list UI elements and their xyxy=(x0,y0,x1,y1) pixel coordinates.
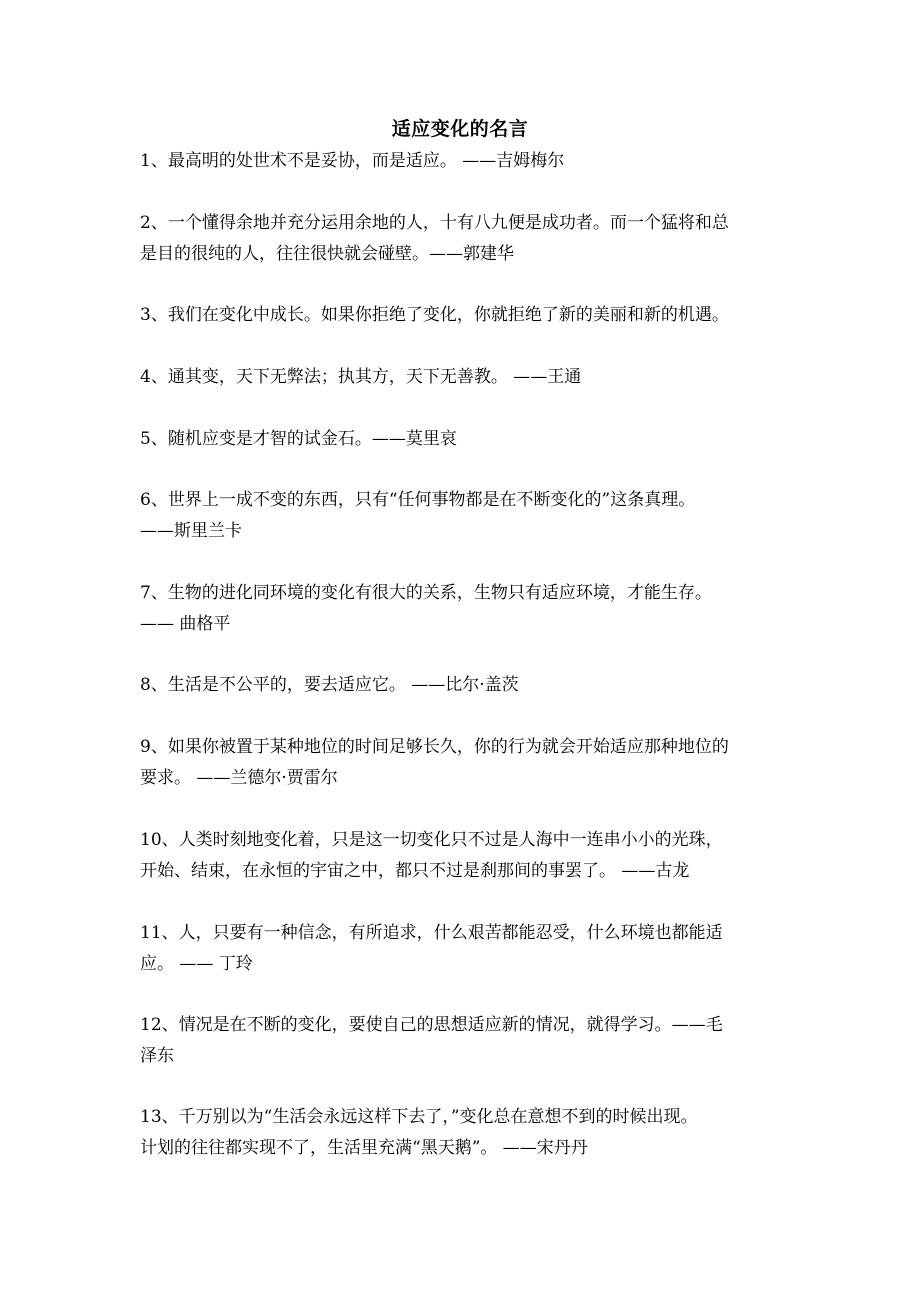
quote-5 xyxy=(140,424,800,455)
quote-line: 应。 —— 丁玲 xyxy=(140,954,253,974)
quote-2 xyxy=(140,208,800,270)
quote-line: 12、情况是在不断的变化，要使自己的思想适应新的情况，就得学习。——毛 xyxy=(140,1015,723,1035)
quote-8 xyxy=(140,670,800,701)
quote-line: 5、随机应变是才智的试金石。——莫里哀 xyxy=(140,429,457,449)
quote-line: 计划的往往都实现不了，生活里充满“黑天鹅”。 ——宋丹丹 xyxy=(140,1138,588,1158)
quote-11 xyxy=(140,918,800,980)
quote-13 xyxy=(140,1102,800,1164)
document-title: 适应变化的名言 xyxy=(391,118,529,140)
quote-line: 9、如果你被置于某种地位的时间足够长久，你的行为就会开始适应那种地位的 xyxy=(140,737,729,757)
quote-4 xyxy=(140,362,800,393)
quote-line: —— 曲格平 xyxy=(140,614,231,634)
quote-line: ——斯里兰卡 xyxy=(140,521,242,541)
quote-6 xyxy=(140,485,800,547)
quote-line: 6、世界上一成不变的东西，只有“任何事物都是在不断变化的”这条真理。 xyxy=(140,490,696,510)
quote-line: 开始、结束，在永恒的宇宙之中，都只不过是刹那间的事罢了。 ——古龙 xyxy=(140,861,690,881)
quote-line: 4、通其变，天下无弊法；执其方，天下无善教。 ——王通 xyxy=(140,367,582,387)
quote-line: 要求。 ——兰德尔·贾雷尔 xyxy=(140,768,338,788)
quote-line: 10、人类时刻地变化着，只是这一切变化只不过是人海中一连串小小的光珠， xyxy=(140,830,723,850)
quote-7 xyxy=(140,578,800,640)
quote-line: 泽东 xyxy=(140,1046,174,1066)
quote-line: 7、生物的进化同环境的变化有很大的关系，生物只有适应环境，才能生存。 xyxy=(140,583,712,603)
quote-line: 13、千万别以为“生活会永远这样下去了，”变化总在意想不到的时候出现。 xyxy=(140,1107,698,1127)
quote-10 xyxy=(140,825,800,887)
quote-3 xyxy=(140,300,800,331)
quote-line: 2、一个懂得余地并充分运用余地的人，十有八九便是成功者。而一个猛将和总 xyxy=(140,213,729,233)
quote-line: 11、人，只要有一种信念，有所追求，什么艰苦都能忍受，什么环境也都能适 xyxy=(140,923,723,943)
quote-9 xyxy=(140,732,800,794)
quote-line: 8、生活是不公平的，要去适应它。 ——比尔·盖茨 xyxy=(140,675,519,695)
quote-line: 是目的很纯的人，往往很快就会碰壁。——郭建华 xyxy=(140,244,514,264)
quote-line: 3、我们在变化中成长。如果你拒绝了变化，你就拒绝了新的美丽和新的机遇。 xyxy=(140,305,729,325)
quote-12 xyxy=(140,1010,800,1072)
quote-line: 1、最高明的处世术不是妥协，而是适应。 ——吉姆梅尔 xyxy=(140,151,565,171)
quote-1 xyxy=(140,146,800,177)
